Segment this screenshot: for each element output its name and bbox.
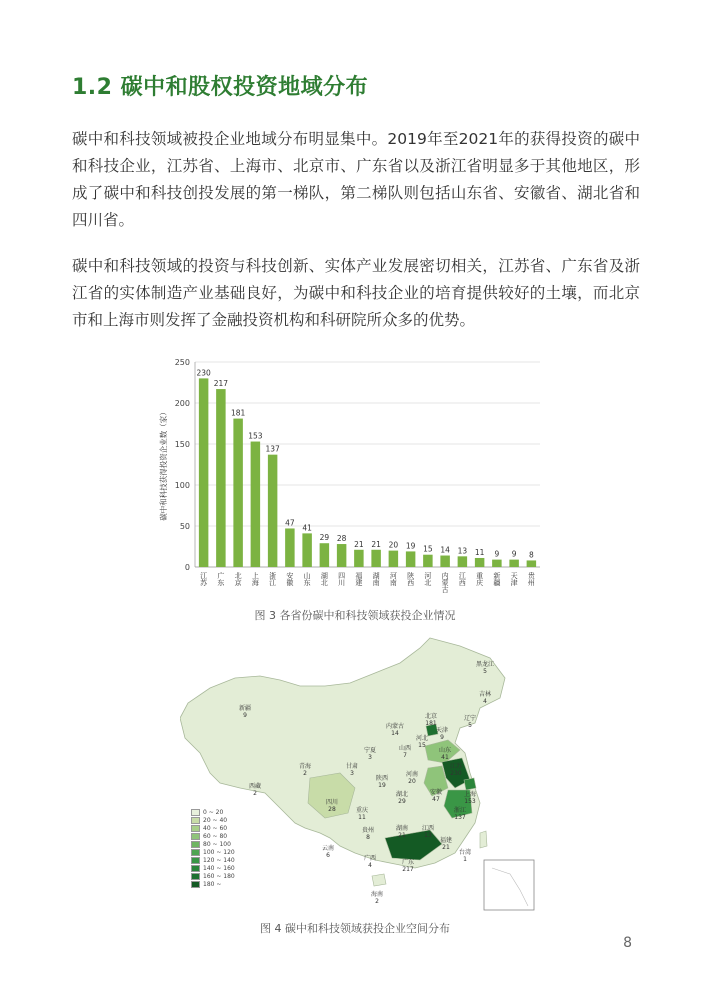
- x-tick-label: 湖北: [320, 572, 329, 586]
- map-region-name: 宁夏: [363, 747, 377, 754]
- map-region-name: 四川: [325, 799, 339, 806]
- y-tick-label: 150: [174, 440, 190, 449]
- map-region-value: 9: [440, 734, 444, 741]
- map-region-name: 江西: [421, 825, 435, 832]
- legend-item: [191, 856, 235, 864]
- map-region-value: 8: [366, 834, 370, 841]
- map-region-value: 28: [328, 806, 336, 813]
- bar: [320, 543, 329, 567]
- map-region-value: 2: [375, 898, 379, 905]
- map-region-value: 9: [243, 712, 247, 719]
- x-tick-label: 陕西: [406, 572, 415, 586]
- legend-swatch: [191, 865, 200, 872]
- bar-chart: [150, 350, 550, 602]
- data-label: 230: [196, 368, 211, 378]
- x-tick-label: 湖南: [372, 572, 381, 586]
- legend-label: 100 ~ 120: [203, 848, 235, 856]
- map-region-name: 浙江: [453, 807, 467, 814]
- x-tick-label: 内蒙古: [441, 572, 450, 593]
- bar: [475, 558, 484, 567]
- paragraph-1: 碳中和科技领域被投企业地域分布明显集中。2019年至2021年的获得投资的碳中和科技企业，江苏省、上海市、北京市、广东省以及浙江省明显多于其他地区，形成了碳中和科技创投发展的第一梯队，第二梯队则包括山东省、安徽省、湖北省和四川省。: [72, 130, 640, 229]
- map-region-name: 山西: [398, 745, 412, 752]
- map-region-name: 青海: [298, 763, 312, 770]
- map-region-name: 黑龙江: [475, 661, 495, 668]
- map-region-name: 云南: [321, 845, 335, 852]
- bar: [389, 551, 398, 567]
- bar: [268, 455, 277, 567]
- legend-item: [191, 832, 235, 840]
- inset-coastline: [492, 868, 528, 906]
- bar: [440, 556, 449, 567]
- y-axis-label: 碳中和科技获得投资企业数（家）: [159, 408, 168, 521]
- x-tick-label: 天津: [510, 572, 519, 586]
- legend-label: 20 ~ 40: [203, 816, 228, 824]
- map-region-value: 19: [378, 782, 386, 789]
- map-region-name: 辽宁: [463, 715, 477, 722]
- x-tick-label: 贵州: [527, 572, 536, 586]
- bar: [527, 560, 536, 567]
- map-region-name: 安徽: [429, 789, 443, 796]
- bar: [233, 419, 242, 567]
- legend-swatch: [191, 833, 200, 840]
- data-label: 41: [302, 523, 312, 533]
- map-region-value: 217: [402, 866, 414, 873]
- x-tick-label: 广东: [216, 572, 225, 586]
- data-label: 20: [388, 540, 399, 550]
- map-region-value: 3: [350, 770, 354, 777]
- map-region-name: 甘肃: [345, 763, 359, 770]
- map-region-value: 14: [391, 730, 399, 737]
- map-region-name: 吉林: [478, 691, 492, 698]
- page-number: 8: [623, 935, 632, 951]
- map-region-name: 河南: [405, 771, 419, 778]
- x-tick-label: 北京: [234, 572, 243, 586]
- bar: [302, 533, 311, 567]
- map-region-value: 29: [398, 798, 406, 805]
- legend-item: [191, 840, 235, 848]
- data-label: 9: [494, 549, 500, 559]
- map-region-value: 230: [450, 770, 462, 777]
- map-region-name: 河北: [415, 735, 429, 742]
- legend-swatch: [191, 881, 200, 888]
- map-region-name: 海南: [370, 891, 384, 898]
- region-shanghai-shape: [464, 778, 476, 790]
- map-region-name: 西藏: [248, 783, 262, 790]
- legend-label: 60 ~ 80: [203, 832, 228, 840]
- x-tick-label: 上海: [251, 572, 260, 586]
- legend-label: 160 ~ 180: [203, 872, 235, 880]
- legend-swatch: [191, 817, 200, 824]
- data-label: 19: [405, 541, 416, 551]
- map-region-name: 天津: [435, 727, 449, 734]
- legend-label: 80 ~ 100: [203, 840, 231, 848]
- data-label: 11: [474, 547, 485, 557]
- y-tick-label: 50: [179, 522, 190, 531]
- legend-swatch: [191, 873, 200, 880]
- data-label: 137: [265, 444, 280, 454]
- data-label: 9: [511, 549, 517, 559]
- bar: [251, 442, 260, 567]
- bar: [423, 555, 432, 567]
- x-tick-label: 新疆: [492, 572, 501, 586]
- bar: [337, 544, 346, 567]
- map-region-value: 5: [483, 668, 487, 675]
- x-tick-label: 江西: [458, 572, 467, 586]
- data-label: 8: [528, 550, 534, 560]
- map-region-value: 5: [468, 722, 472, 729]
- map-region-name: 内蒙古: [385, 723, 405, 730]
- legend-swatch: [191, 857, 200, 864]
- data-label: 15: [423, 544, 433, 554]
- data-label: 217: [213, 379, 229, 389]
- region-hainan-shape: [372, 874, 386, 886]
- map-region-value: 6: [326, 852, 330, 859]
- map-region-value: 15: [418, 742, 426, 749]
- y-tick-label: 0: [184, 563, 190, 572]
- map-region-value: 7: [403, 752, 407, 759]
- data-label: 14: [440, 545, 450, 555]
- map-region-value: 137: [454, 814, 466, 821]
- legend-label: 0 ~ 20: [203, 808, 224, 816]
- legend-item: [191, 864, 235, 872]
- map-region-name: 广东: [401, 859, 415, 866]
- legend-label: 180 ~: [203, 880, 222, 888]
- map-region-name: 上海: [463, 791, 477, 798]
- bar: [199, 378, 208, 567]
- x-tick-label: 重庆: [475, 572, 484, 586]
- x-tick-label: 安徽: [285, 572, 294, 586]
- data-label: 29: [319, 533, 330, 543]
- bar: [492, 560, 501, 567]
- legend-label: 140 ~ 160: [203, 864, 235, 872]
- map-region-name: 广西: [363, 855, 377, 862]
- map-region-value: 1: [463, 856, 467, 863]
- map-region-name: 湖北: [395, 791, 409, 798]
- data-label: 47: [285, 518, 295, 528]
- legend-item: [191, 872, 235, 880]
- legend-swatch: [191, 809, 200, 816]
- legend-swatch: [191, 825, 200, 832]
- legend-item: [191, 816, 235, 824]
- map-legend: [191, 808, 235, 888]
- bar: [285, 528, 294, 567]
- map-region-value: 3: [368, 754, 372, 761]
- x-tick-label: 山东: [303, 572, 312, 586]
- legend-label: 40 ~ 60: [203, 824, 228, 832]
- map-region-name: 北京: [424, 713, 438, 720]
- map-region-value: 153: [464, 798, 476, 805]
- map-region-value: 47: [432, 796, 440, 803]
- y-tick-label: 250: [174, 358, 190, 367]
- map-region-value: 21: [398, 832, 406, 839]
- legend-label: 120 ~ 140: [203, 856, 235, 864]
- bar: [371, 550, 380, 567]
- map-region-value: 21: [442, 844, 450, 851]
- legend-swatch: [191, 841, 200, 848]
- legend-item: [191, 848, 235, 856]
- map-region-name: 新疆: [238, 705, 252, 712]
- map-region-name: 陕西: [375, 775, 389, 782]
- x-tick-label: 河北: [423, 572, 432, 586]
- map-region-name: 重庆: [355, 807, 369, 814]
- data-label: 153: [248, 431, 263, 441]
- map-region-value: 41: [441, 754, 449, 761]
- y-tick-label: 100: [174, 481, 190, 490]
- data-label: 13: [457, 546, 468, 556]
- map-region-value: 2: [253, 790, 257, 797]
- x-tick-label: 四川: [337, 572, 346, 586]
- map-region-name: 台湾: [458, 849, 472, 856]
- bar: [406, 551, 415, 567]
- section-title: 1.2 碳中和股权投资地域分布: [72, 75, 369, 100]
- bar: [458, 556, 467, 567]
- figure-3-caption: 图 3 各省份碳中和科技领域获投企业情况: [254, 609, 456, 622]
- map-region-name: 江苏: [449, 763, 463, 770]
- map-region-value: 181: [425, 720, 437, 727]
- map-region-name: 湖南: [395, 825, 409, 832]
- legend-item: [191, 880, 235, 888]
- legend-item: [191, 808, 235, 816]
- bar: [509, 560, 518, 567]
- map-region-value: 4: [368, 862, 372, 869]
- map-region-name: 福建: [439, 837, 453, 844]
- paragraph-2: 碳中和科技领域的投资与科技创新、实体产业发展密切相关，江苏省、广东省及浙江省的实体制造产业基础良好，为碳中和科技企业的培育提供较好的土壤，而北京市和上海市则发挥了金融投资机构和科研院所众多的优势。: [72, 257, 640, 329]
- map-region-value: 4: [483, 698, 487, 705]
- region-taiwan-shape: [480, 831, 487, 848]
- x-tick-label: 江苏: [199, 572, 208, 586]
- bar: [216, 389, 225, 567]
- x-tick-label: 浙江: [268, 572, 277, 586]
- map-region-value: 20: [408, 778, 416, 785]
- legend-item: [191, 824, 235, 832]
- x-tick-label: 河南: [389, 572, 398, 586]
- x-tick-label: 福建: [354, 572, 363, 586]
- data-label: 181: [230, 408, 246, 418]
- legend-swatch: [191, 849, 200, 856]
- map-region-name: 山东: [438, 747, 452, 754]
- map-region-value: 13: [424, 832, 432, 839]
- y-tick-label: 200: [174, 399, 190, 408]
- data-label: 21: [354, 539, 364, 549]
- data-label: 21: [371, 539, 381, 549]
- map-region-value: 11: [358, 814, 366, 821]
- figure-4-caption: 图 4 碳中和科技领域获投企业空间分布: [260, 922, 450, 935]
- bar: [354, 550, 363, 567]
- map-region-value: 2: [303, 770, 307, 777]
- map-region-name: 贵州: [361, 827, 375, 834]
- data-label: 28: [336, 534, 347, 544]
